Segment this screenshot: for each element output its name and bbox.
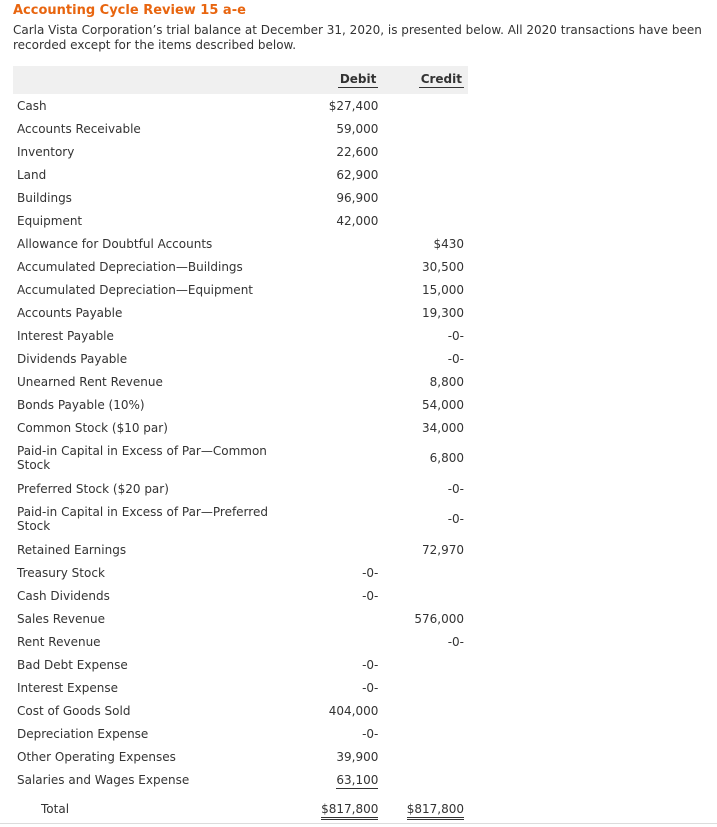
account-name: Accumulated Depreciation—Buildings xyxy=(17,259,243,274)
table-row xyxy=(13,393,468,416)
account-name: Unearned Rent Revenue xyxy=(17,374,163,389)
debit-amount: -0- xyxy=(362,565,379,580)
total-row xyxy=(13,791,468,827)
table-row xyxy=(13,416,468,439)
debit-amount xyxy=(297,278,383,301)
table-row xyxy=(13,186,468,209)
debit-amount: 404,000 xyxy=(328,703,379,718)
account-name: Accumulated Depreciation—Equipment xyxy=(17,282,254,297)
account-name: Retained Earnings xyxy=(17,542,127,557)
total-label: Total xyxy=(41,802,70,816)
credit-amount xyxy=(382,140,468,163)
table-row xyxy=(13,477,468,500)
total-credit: $817,800 xyxy=(382,791,468,827)
account-name: Paid-in Capital in Excess of Par—Common Stock xyxy=(17,444,267,472)
credit-header: Credit xyxy=(382,66,468,94)
credit-amount: -0- xyxy=(447,351,464,366)
debit-amount xyxy=(297,324,383,347)
account-name: Accounts Receivable xyxy=(17,121,141,136)
credit-amount xyxy=(382,699,468,722)
account-name: Salaries and Wages Expense xyxy=(17,772,190,787)
table-row xyxy=(13,232,468,255)
debit-amount: -0- xyxy=(362,680,379,695)
credit-amount xyxy=(382,117,468,140)
credit-amount: 8,800 xyxy=(429,374,464,389)
credit-amount xyxy=(382,209,468,232)
account-name: Cash Dividends xyxy=(17,588,110,603)
table-row xyxy=(13,500,468,538)
credit-amount xyxy=(382,676,468,699)
account-name: Cost of Goods Sold xyxy=(17,703,131,718)
credit-amount: -0- xyxy=(447,512,464,526)
table-row xyxy=(13,630,468,653)
table-row xyxy=(13,722,468,745)
debit-amount xyxy=(297,500,383,538)
credit-amount: 576,000 xyxy=(414,611,464,626)
credit-amount xyxy=(382,163,468,186)
account-name: Equipment xyxy=(17,213,83,228)
credit-amount: -0- xyxy=(447,634,464,649)
credit-amount xyxy=(382,584,468,607)
trial-balance-table xyxy=(13,66,468,827)
account-name: Inventory xyxy=(17,144,75,159)
table-row xyxy=(13,538,468,561)
debit-amount xyxy=(297,370,383,393)
credit-amount: -0- xyxy=(447,481,464,496)
table-row xyxy=(13,607,468,630)
credit-amount: -0- xyxy=(447,328,464,343)
account-name: Accounts Payable xyxy=(17,305,123,320)
table-row xyxy=(13,745,468,768)
table-row xyxy=(13,163,468,186)
credit-amount xyxy=(382,94,468,117)
debit-amount xyxy=(297,630,383,653)
credit-amount xyxy=(382,186,468,209)
table-row xyxy=(13,301,468,324)
debit-amount: $27,400 xyxy=(328,98,379,113)
account-name: Interest Expense xyxy=(17,680,118,695)
account-name: Bad Debt Expense xyxy=(17,657,128,672)
table-row xyxy=(13,209,468,232)
bottom-divider xyxy=(0,823,717,824)
total-debit: $817,800 xyxy=(297,791,383,827)
credit-amount xyxy=(382,745,468,768)
debit-amount xyxy=(297,232,383,255)
debit-amount: -0- xyxy=(362,657,379,672)
page-title: Accounting Cycle Review 15 a-e xyxy=(13,3,246,18)
debit-header: Debit xyxy=(297,66,383,94)
table-row xyxy=(13,255,468,278)
account-name: Depreciation Expense xyxy=(17,726,149,741)
table-row xyxy=(13,653,468,676)
table-row xyxy=(13,347,468,370)
table-row xyxy=(13,584,468,607)
debit-amount: 22,600 xyxy=(336,144,379,159)
debit-amount: -0- xyxy=(362,588,379,603)
credit-amount: 15,000 xyxy=(422,282,464,297)
credit-amount: 6,800 xyxy=(429,451,464,465)
debit-amount: 96,900 xyxy=(336,190,379,205)
account-name: Rent Revenue xyxy=(17,634,101,649)
table-row xyxy=(13,676,468,699)
credit-amount: 54,000 xyxy=(422,397,464,412)
table-row xyxy=(13,324,468,347)
intro-text: Carla Vista Corporation’s trial balance at December 31, 2020, is presented below. All 2020 transactions have been recorded except for the items described below. xyxy=(13,23,702,52)
credit-amount xyxy=(382,768,468,791)
table-row xyxy=(13,439,468,477)
debit-amount xyxy=(297,255,383,278)
table-row xyxy=(13,278,468,301)
debit-amount xyxy=(297,538,383,561)
table-row xyxy=(13,117,468,140)
account-name: Dividends Payable xyxy=(17,351,128,366)
credit-amount xyxy=(382,722,468,745)
account-name: Land xyxy=(17,167,47,182)
account-name: Interest Payable xyxy=(17,328,114,343)
table-row xyxy=(13,561,468,584)
credit-amount: 19,300 xyxy=(422,305,464,320)
debit-amount xyxy=(297,477,383,500)
account-name: Other Operating Expenses xyxy=(17,749,176,764)
account-name: Paid-in Capital in Excess of Par—Preferred Stock xyxy=(17,505,268,533)
credit-amount xyxy=(382,653,468,676)
table-row xyxy=(13,370,468,393)
debit-amount: 39,900 xyxy=(336,749,379,764)
debit-amount: 59,000 xyxy=(336,121,379,136)
account-name: Bonds Payable (10%) xyxy=(17,397,145,412)
credit-amount: 72,970 xyxy=(422,542,464,557)
debit-amount xyxy=(297,416,383,439)
debit-amount xyxy=(297,347,383,370)
table-row xyxy=(13,699,468,722)
account-name: Sales Revenue xyxy=(17,611,106,626)
credit-amount: 30,500 xyxy=(422,259,464,274)
table-header-row xyxy=(13,66,468,94)
account-name: Allowance for Doubtful Accounts xyxy=(17,236,213,251)
table-row xyxy=(13,768,468,791)
credit-amount: 34,000 xyxy=(422,420,464,435)
account-name: Preferred Stock ($20 par) xyxy=(17,481,169,496)
account-name: Buildings xyxy=(17,190,72,205)
account-name: Treasury Stock xyxy=(17,565,105,580)
debit-amount xyxy=(297,607,383,630)
account-name: Cash xyxy=(17,98,47,113)
debit-amount: -0- xyxy=(362,726,379,741)
table-row xyxy=(13,94,468,117)
credit-amount: $430 xyxy=(433,236,464,251)
table-row xyxy=(13,140,468,163)
debit-amount: 63,100 xyxy=(336,772,379,787)
account-name: Common Stock ($10 par) xyxy=(17,420,168,435)
debit-amount xyxy=(297,393,383,416)
debit-amount xyxy=(297,301,383,324)
debit-amount: 62,900 xyxy=(336,167,379,182)
debit-amount xyxy=(297,439,383,477)
debit-amount: 42,000 xyxy=(336,213,379,228)
credit-amount xyxy=(382,561,468,584)
